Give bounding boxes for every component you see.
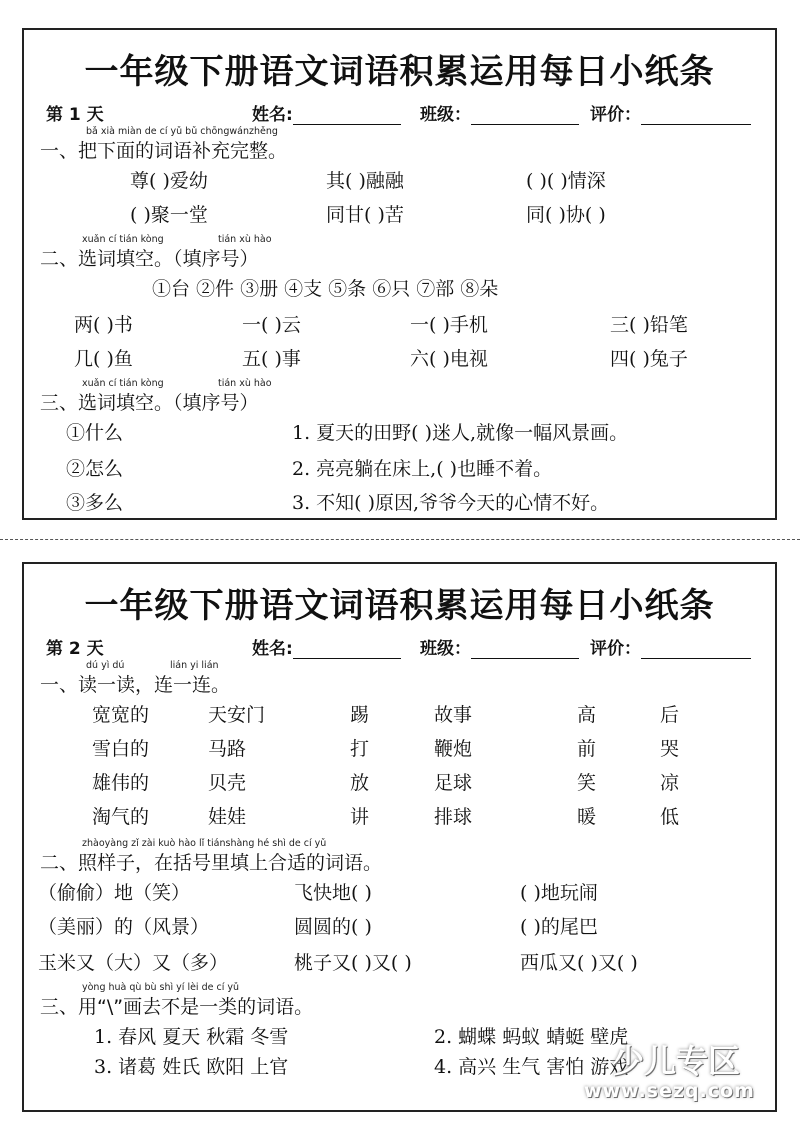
worksheet-card-day2	[22, 562, 777, 1112]
section1-heading: 一、把下面的词语补充完整。	[40, 140, 288, 162]
score-field[interactable]	[590, 634, 751, 659]
example-item: 玉米又（大）又（多）	[38, 952, 229, 974]
fill-item: 西瓜又( )又( )	[520, 952, 638, 974]
match-word: 前	[577, 738, 597, 760]
measure-item: 三( )铅笔	[610, 314, 688, 336]
measure-item: 一( )云	[242, 314, 301, 336]
choice-item: ②怎么	[66, 458, 124, 480]
blank-item: 其( )融融	[326, 170, 404, 192]
watermark-url: www.sezq.com	[584, 1080, 755, 1102]
worksheet-title: 一年级下册语文词语积累运用每日小纸条	[84, 52, 715, 92]
match-word: 雄伟的	[92, 772, 150, 794]
match-word: 低	[660, 806, 680, 828]
match-word: 雪白的	[92, 738, 150, 760]
match-word: 排球	[434, 806, 473, 828]
fill-item: 圆圆的( )	[294, 916, 372, 938]
section1-pinyin-a: dú yì dú	[86, 660, 125, 671]
section3-pinyin-a: xuǎn cí tián kòng	[82, 378, 164, 389]
section2-pinyin-a: xuǎn cí tián kòng	[82, 234, 164, 245]
measure-item: 六( )电视	[410, 348, 488, 370]
match-word: 贝壳	[208, 772, 247, 794]
section3-heading: 三、用“\”画去不是一类的词语。	[40, 996, 314, 1018]
class-blank[interactable]	[471, 642, 579, 659]
name-label: 姓名:	[252, 105, 293, 125]
sentence-item: 2. 亮亮躺在床上,( )也睡不着。	[292, 458, 553, 480]
match-word: 足球	[434, 772, 473, 794]
section2-pinyin-b: tián xù hào	[218, 234, 272, 245]
fill-item: 飞快地( )	[294, 882, 372, 904]
word-group: 3. 诸葛 姓氏 欧阳 上官	[94, 1056, 289, 1078]
score-blank[interactable]	[641, 642, 751, 659]
match-word: 哭	[660, 738, 680, 760]
name-field[interactable]	[252, 634, 401, 659]
section1-heading: 一、读一读，连一连。	[40, 674, 231, 696]
section1-pinyin-b: lián yi lián	[170, 660, 219, 671]
name-blank[interactable]	[293, 642, 401, 659]
match-word: 凉	[660, 772, 680, 794]
name-field[interactable]	[252, 100, 401, 125]
match-word: 笑	[577, 772, 597, 794]
section2-heading: 二、选词填空。（填序号）	[40, 248, 259, 270]
match-word: 马路	[208, 738, 247, 760]
match-word: 后	[660, 704, 680, 726]
option-list: ①台 ②件 ③册 ④支 ⑤条 ⑥只 ⑦部 ⑧朵	[152, 278, 499, 300]
fill-item: ( )地玩闹	[520, 882, 598, 904]
section2-heading: 二、照样子，在括号里填上合适的词语。	[40, 852, 383, 874]
worksheet-title: 一年级下册语文词语积累运用每日小纸条	[84, 586, 715, 626]
blank-item: ( )( )情深	[526, 170, 606, 192]
section3-pinyin: yòng huà qù bù shì yí lèi de cí yǔ	[82, 982, 240, 993]
measure-item: 四( )兔子	[610, 348, 688, 370]
blank-item: ( )聚一堂	[130, 204, 208, 226]
match-word: 高	[577, 704, 597, 726]
measure-item: 一( )手机	[410, 314, 488, 336]
blank-item: 同( )协( )	[526, 204, 606, 226]
match-word: 天安门	[208, 704, 266, 726]
measure-item: 五( )事	[242, 348, 301, 370]
word-group: 2. 蝴蝶 蚂蚁 蜻蜓 壁虎	[434, 1026, 629, 1048]
match-word: 淘气的	[92, 806, 150, 828]
score-field[interactable]	[590, 100, 751, 125]
match-word: 娃娃	[208, 806, 247, 828]
word-group: 4. 高兴 生气 害怕 游戏	[434, 1056, 629, 1078]
name-blank[interactable]	[293, 108, 401, 125]
match-word: 故事	[434, 704, 473, 726]
match-word: 放	[350, 772, 370, 794]
score-label: 评价：	[590, 639, 641, 659]
day-label: 第 1 天	[46, 105, 104, 125]
fill-item: ( )的尾巴	[520, 916, 598, 938]
section1-pinyin: bǎ xià miàn de cí yǔ bǔ chōngwánzhěng	[86, 126, 278, 137]
match-word: 暖	[577, 806, 597, 828]
choice-item: ③多么	[66, 492, 124, 514]
measure-item: 两( )书	[74, 314, 133, 336]
choice-item: ①什么	[66, 422, 124, 444]
blank-item: 尊( )爱幼	[130, 170, 208, 192]
match-word: 踢	[350, 704, 370, 726]
score-blank[interactable]	[641, 108, 751, 125]
fill-item: 桃子又( )又( )	[294, 952, 412, 974]
sentence-item: 3. 不知( )原因,爷爷今天的心情不好。	[292, 492, 610, 514]
section2-pinyin: zhàoyàng zǐ zài kuò hào lǐ tiánshàng hé shì de cí yǔ	[82, 838, 327, 849]
class-field[interactable]	[420, 634, 579, 659]
match-word: 鞭炮	[434, 738, 473, 760]
blank-item: 同甘( )苦	[326, 204, 404, 226]
example-item: （偷偷）地（笑）	[38, 882, 191, 904]
class-label: 班级：	[420, 105, 471, 125]
class-blank[interactable]	[471, 108, 579, 125]
class-field[interactable]	[420, 100, 579, 125]
name-label: 姓名:	[252, 639, 293, 659]
match-word: 宽宽的	[92, 704, 150, 726]
section3-pinyin-b: tián xù hào	[218, 378, 272, 389]
sentence-item: 1. 夏天的田野( )迷人,就像一幅风景画。	[292, 422, 629, 444]
cut-line-divider	[0, 539, 800, 540]
measure-item: 几( )鱼	[74, 348, 133, 370]
day-label: 第 2 天	[46, 639, 104, 659]
match-word: 讲	[350, 806, 370, 828]
word-group: 1. 春风 夏天 秋霜 冬雪	[94, 1026, 289, 1048]
watermark-logo: 少儿专区	[612, 1042, 741, 1080]
score-label: 评价：	[590, 105, 641, 125]
worksheet-card-day1	[22, 28, 777, 520]
class-label: 班级：	[420, 639, 471, 659]
match-word: 打	[350, 738, 370, 760]
section3-heading: 三、选词填空。（填序号）	[40, 392, 259, 414]
example-item: （美丽）的（风景）	[38, 916, 210, 938]
